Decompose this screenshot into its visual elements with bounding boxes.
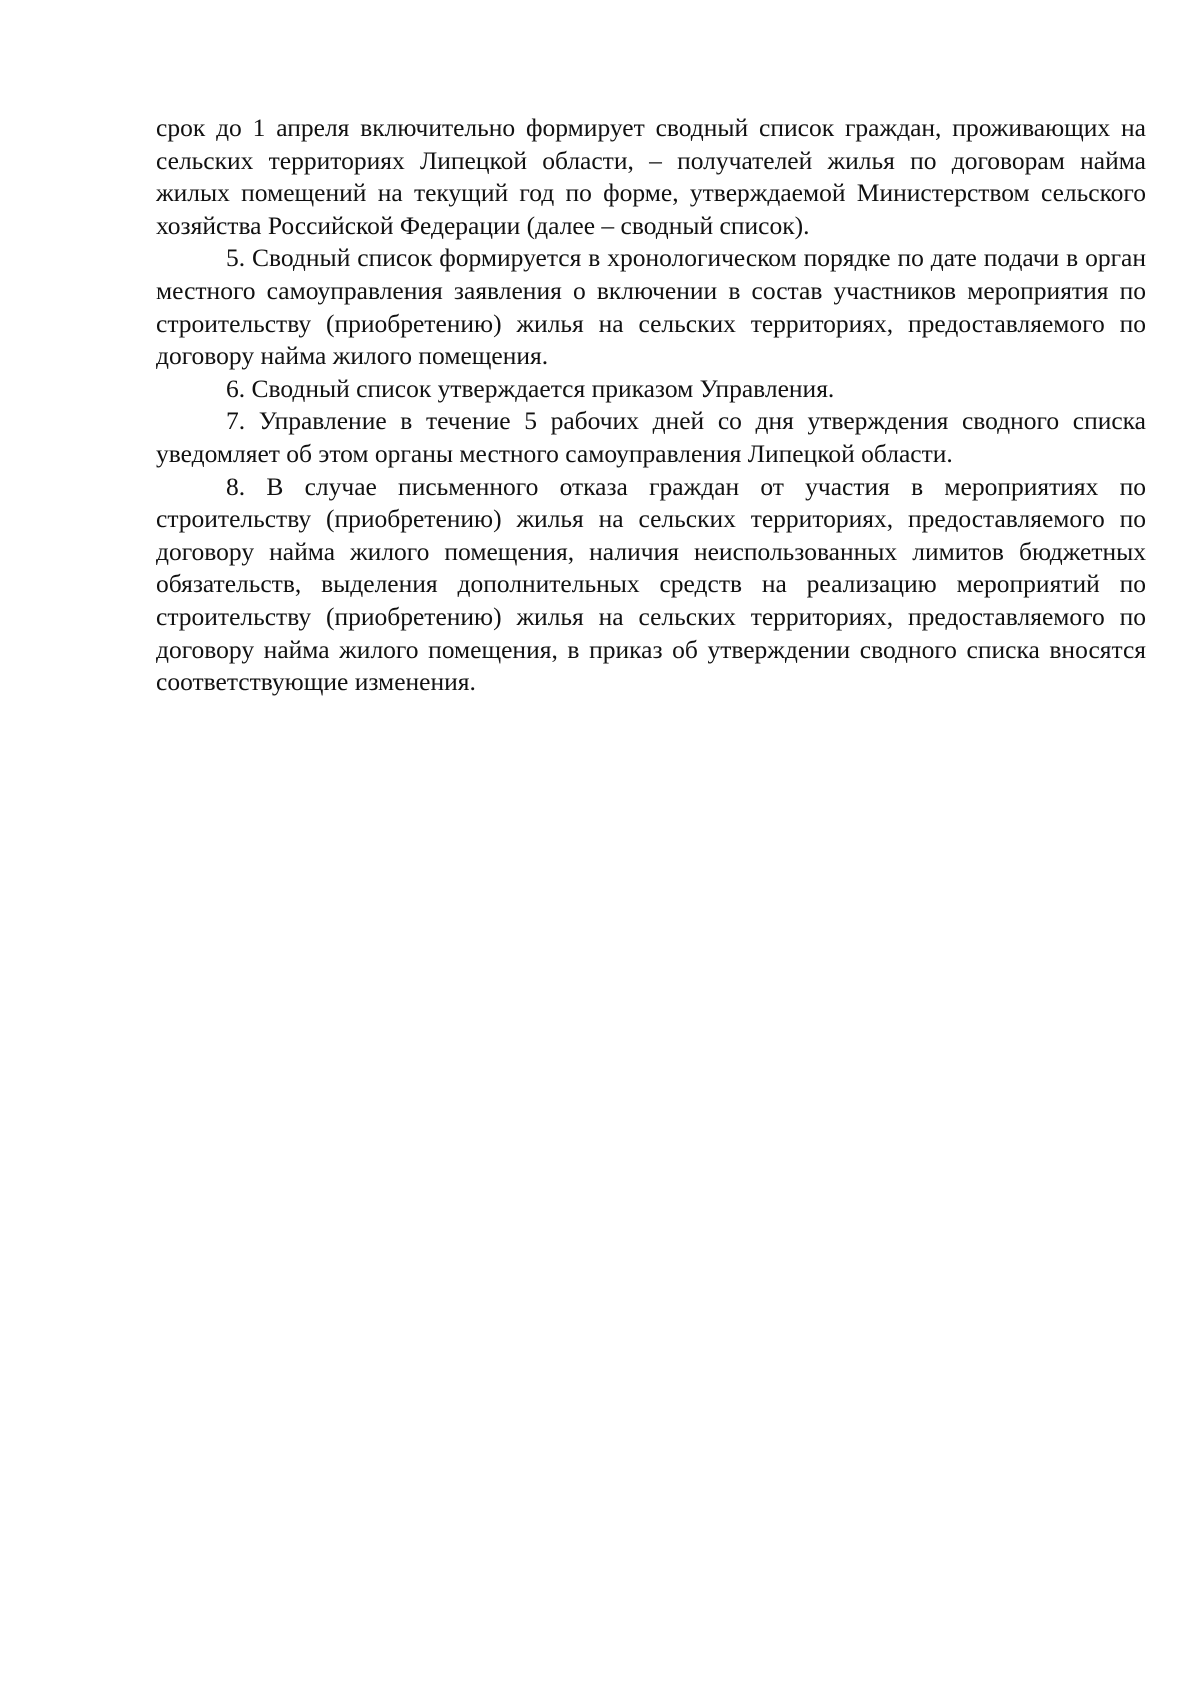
paragraph-item-8: 8. В случае письменного отказа граждан от участия в мероприятиях по строительству (приобретению) жилья на сельских территориях, предоставляемого по договору найма жилого помещения, наличия неиспользованных лимитов бюджетных обязательств, выделения дополнительных средств на реализацию мероприятий по строительству (приобретению) жилья на сельских территориях, предоставляемого по договору найма жилого помещения, в приказ об утверждении сводного списка вносятся соответствующие изменения. [156, 471, 1146, 697]
paragraph-item-5: 5. Сводный список формируется в хронологическом порядке по дате подачи в орган местного самоуправления заявления о включении в состав участников мероприятия по строительству (приобретению) жилья на сельских территориях, предоставляемого по договору найма жилого помещения. [156, 243, 1146, 371]
document-body [156, 112, 1146, 699]
paragraph-item-7: 7. Управление в течение 5 рабочих дней со дня утверждения сводного списка уведомляет об этом органы местного самоуправления Липецкой области. [156, 406, 1146, 468]
paragraph-item-6: 6. Сводный список утверждается приказом Управления. [226, 373, 835, 403]
paragraph-continuation: срок до 1 апреля включительно формирует сводный список граждан, проживающих на сельских территориях Липецкой области, – получателей жилья по договорам найма жилых помещений на текущий год по форме, утверждаемой Министерством сельского хозяйства Российской Федерации (далее – сводный список). [156, 113, 1146, 240]
